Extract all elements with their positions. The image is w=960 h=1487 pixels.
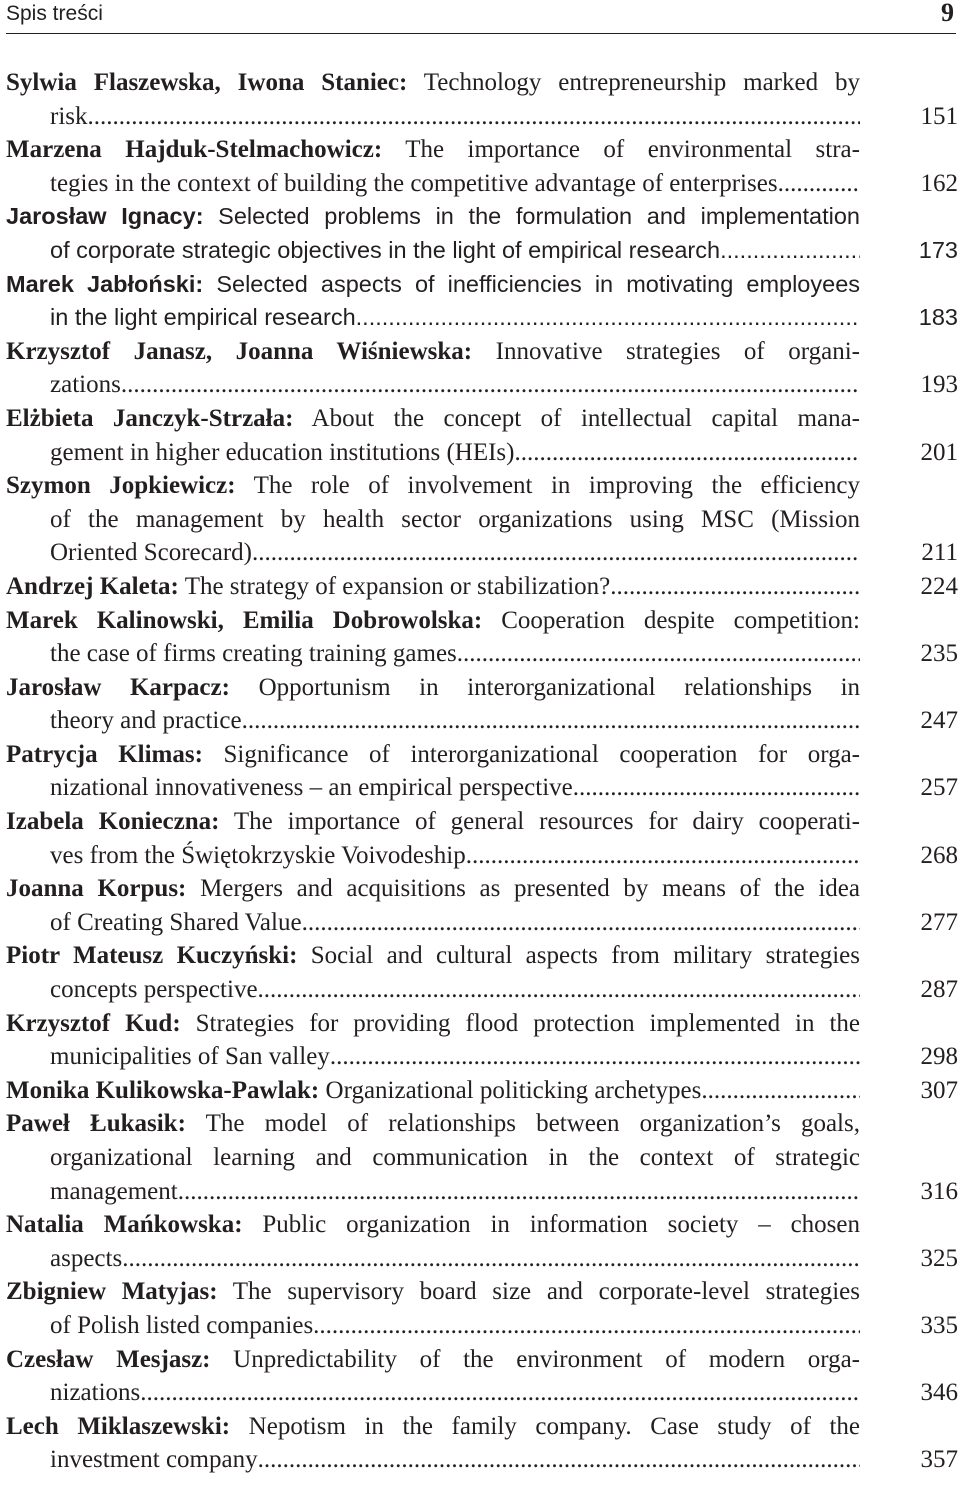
toc-entry-line — [6, 637, 860, 671]
toc-entry-line — [6, 1343, 860, 1377]
toc-page-number: 335 — [920, 1311, 958, 1339]
toc-author: Piotr Mateusz Kuczyński: — [6, 942, 298, 970]
toc-entry-line — [6, 368, 860, 402]
toc-entry-line — [6, 805, 860, 839]
toc-entry[interactable] — [6, 1410, 960, 1477]
toc-entry[interactable] — [6, 66, 960, 133]
toc-entry-line — [6, 100, 860, 134]
toc-title: management — [50, 1177, 178, 1205]
dot-leader — [720, 234, 860, 268]
toc-page-number: 257 — [920, 774, 958, 802]
toc-author: Patrycja Klimas: — [6, 740, 203, 768]
page-number: 9 — [941, 0, 954, 27]
page-header — [6, 0, 956, 34]
toc-author: Lech Miklaszewski: — [6, 1412, 231, 1440]
toc-entry[interactable] — [6, 1074, 960, 1108]
toc-entry-line — [6, 570, 860, 604]
toc-entry-line — [6, 738, 860, 772]
toc-title: The strategy of expansion or stabilization? — [184, 572, 611, 600]
toc-entry[interactable] — [6, 268, 960, 335]
running-head-title: Spis treści — [6, 2, 103, 25]
toc-entry[interactable] — [6, 1275, 960, 1342]
toc-entry-line — [6, 1040, 860, 1074]
toc-title: Strategies for providing flood protection implemented in the — [195, 1009, 860, 1037]
toc-author: Szymon Jopkiewicz: — [6, 472, 236, 500]
toc-title: aspects — [50, 1244, 123, 1272]
toc-title: The supervisory board size and corporate-level strategies — [232, 1278, 860, 1306]
toc-entry-text — [6, 570, 610, 604]
toc-entry-line — [6, 335, 860, 369]
toc-entry[interactable] — [6, 133, 960, 200]
toc-page-number: 162 — [920, 169, 958, 197]
toc-entry[interactable] — [6, 604, 960, 671]
toc-author: Jarosław Ignacy: — [6, 203, 204, 230]
dot-leader — [573, 771, 860, 805]
toc-page-number: 224 — [920, 572, 958, 600]
toc-entry[interactable] — [6, 738, 960, 805]
toc-title: of Creating Shared Value — [50, 908, 302, 936]
toc-entry-line — [6, 1141, 860, 1175]
toc-entry[interactable] — [6, 1007, 960, 1074]
dot-leader — [121, 368, 860, 402]
toc-page-number: 346 — [920, 1379, 958, 1407]
toc-page-number: 151 — [920, 102, 958, 130]
toc-title: theory and practice — [50, 707, 242, 735]
toc-title: The role of involvement in improving the efficiency — [253, 472, 860, 500]
toc-page-number: 325 — [920, 1244, 958, 1272]
toc-entry-line — [6, 872, 860, 906]
toc-title: Mergers and acquisitions as presented by means of the idea — [200, 875, 860, 903]
dot-leader — [356, 301, 860, 335]
dot-leader — [258, 973, 860, 1007]
toc-entry[interactable] — [6, 1208, 960, 1275]
dot-leader — [701, 1074, 860, 1108]
toc-page-number: 201 — [920, 438, 958, 466]
toc-title: in the light empirical research — [50, 304, 356, 331]
toc-page-number: 268 — [920, 841, 958, 869]
toc-entry-line — [6, 1309, 860, 1343]
toc-title: Unpredictability of the environment of modern orga- — [233, 1345, 860, 1373]
toc-entry[interactable] — [6, 872, 960, 939]
toc-entry-line — [6, 66, 860, 100]
toc-title: Selected problems in the formulation and implementation — [218, 203, 860, 230]
toc-entry-line — [6, 1208, 860, 1242]
toc-entry-line — [6, 536, 860, 570]
toc-title: nizational innovativeness – an empirical perspective — [50, 774, 573, 802]
toc-title: The importance of environmental stra- — [405, 136, 860, 164]
toc-author: Krzysztof Janasz, Joanna Wiśniewska: — [6, 337, 473, 365]
toc-title: Social and cultural aspects from military strategies — [310, 942, 860, 970]
toc-entry[interactable] — [6, 570, 960, 604]
toc-title: of Polish listed companies — [50, 1311, 314, 1339]
dot-leader — [610, 570, 860, 604]
toc-title: Innovative strategies of organi- — [495, 337, 860, 365]
dot-leader — [252, 536, 860, 570]
toc-entry-line — [6, 436, 860, 470]
dot-leader — [457, 637, 860, 671]
toc-title: nizations — [50, 1379, 141, 1407]
toc-entry-line — [6, 268, 860, 302]
toc-title: The model of relationships between organization’s goals, — [205, 1110, 860, 1138]
toc-entry-line — [6, 1443, 860, 1477]
toc-entry-line — [6, 1074, 860, 1108]
toc-title: About the concept of intellectual capital mana- — [311, 404, 860, 432]
toc-title: Selected aspects of inefficiencies in motivating employees — [216, 270, 860, 297]
toc-title: Oriented Scorecard) — [50, 539, 252, 567]
toc-page-number: 211 — [921, 539, 958, 567]
toc-author: Elżbieta Janczyk-Strzała: — [6, 404, 294, 432]
toc-author: Marek Jabłoński: — [6, 270, 204, 297]
toc-entry[interactable] — [6, 1107, 960, 1208]
toc-author: Izabela Konieczna: — [6, 808, 220, 836]
toc-entry-line — [6, 469, 860, 503]
toc-entry-line — [6, 1107, 860, 1141]
toc-page-number: 298 — [920, 1043, 958, 1071]
dot-leader — [88, 100, 861, 134]
toc-page-number: 357 — [920, 1446, 958, 1474]
toc-entry-line — [6, 671, 860, 705]
toc-page-number: 287 — [920, 976, 958, 1004]
toc-entry-line — [6, 503, 860, 537]
toc-title: investment company — [50, 1446, 258, 1474]
toc-author: Marek Kalinowski, Emilia Dobrowolska: — [6, 606, 483, 634]
toc-entry-line — [6, 1007, 860, 1041]
toc-author: Andrzej Kaleta: — [6, 572, 179, 600]
toc-entry[interactable] — [6, 1343, 960, 1410]
toc-page-number: 247 — [920, 707, 958, 735]
toc-entry-line — [6, 1410, 860, 1444]
toc-title: the case of firms creating training games — [50, 640, 457, 668]
dot-leader — [302, 906, 860, 940]
toc-entry-line — [6, 771, 860, 805]
toc-author: Jarosław Karpacz: — [6, 673, 230, 701]
toc-author: Natalia Mańkowska: — [6, 1211, 243, 1239]
toc-entry-line — [6, 402, 860, 436]
toc-title: gement in higher education institutions (HEIs) — [50, 438, 515, 466]
toc-title: of the management by health sector organizations using MSC (Mission — [50, 505, 860, 533]
toc-title: Public organization in information society – chosen — [262, 1211, 860, 1239]
toc-author: Marzena Hajduk-Stelmachowicz: — [6, 136, 383, 164]
toc-entry-line — [6, 939, 860, 973]
toc-entry-line — [6, 1376, 860, 1410]
dot-leader — [122, 1242, 860, 1276]
toc-entry[interactable] — [6, 939, 960, 1006]
toc-author: Czesław Mesjasz: — [6, 1345, 211, 1373]
toc-title: Significance of interorganizational cooperation for orga- — [223, 740, 860, 768]
dot-leader — [330, 1040, 860, 1074]
toc-entry-line — [6, 1275, 860, 1309]
toc-author: Monika Kulikowska-Pawlak: — [6, 1076, 320, 1104]
toc-entry[interactable] — [6, 469, 960, 570]
toc-entry-line — [6, 704, 860, 738]
toc-entry-line — [6, 906, 860, 940]
toc-entry-line — [6, 133, 860, 167]
toc-entry-line — [6, 234, 860, 268]
table-of-contents — [6, 66, 960, 1477]
toc-entry-text — [6, 1074, 701, 1108]
toc-title: Nepotism in the family company. Case study of the — [248, 1412, 860, 1440]
toc-author: Krzysztof Kud: — [6, 1009, 181, 1037]
toc-author: Paweł Łukasik: — [6, 1110, 186, 1138]
toc-entry-line — [6, 604, 860, 638]
toc-entry[interactable] — [6, 805, 960, 872]
toc-title: of corporate strategic objectives in the light of empirical research — [50, 236, 721, 263]
toc-title: tegies in the context of building the competitive advantage of enterprises — [50, 169, 778, 197]
toc-entry[interactable] — [6, 200, 960, 267]
dot-leader — [178, 1175, 860, 1209]
dot-leader — [466, 839, 860, 873]
toc-author: Zbigniew Matyjas: — [6, 1278, 218, 1306]
toc-entry-line — [6, 167, 860, 201]
toc-page-number: 183 — [918, 304, 958, 331]
toc-page-number: 173 — [918, 236, 958, 263]
dot-leader — [258, 1443, 860, 1477]
dot-leader — [778, 167, 860, 201]
dot-leader — [313, 1309, 860, 1343]
toc-entry[interactable] — [6, 335, 960, 402]
dot-leader — [140, 1376, 860, 1410]
toc-title: risk — [50, 102, 88, 130]
toc-entry-line — [6, 1242, 860, 1276]
toc-entry-line — [6, 301, 860, 335]
toc-page-number: 193 — [920, 371, 958, 399]
dot-leader — [515, 436, 861, 470]
toc-entry[interactable] — [6, 671, 960, 738]
toc-title: ves from the Świętokrzyskie Voivodeship — [50, 841, 466, 869]
toc-title: concepts perspective — [50, 976, 258, 1004]
toc-entry-line — [6, 839, 860, 873]
toc-title: Organizational politicking archetypes — [325, 1076, 702, 1104]
toc-title: Cooperation despite competition: — [501, 606, 860, 634]
toc-page-number: 316 — [920, 1177, 958, 1205]
toc-title: zations — [50, 371, 121, 399]
toc-entry-line — [6, 973, 860, 1007]
toc-page-number: 277 — [920, 908, 958, 936]
toc-title: municipalities of San valley — [50, 1043, 330, 1071]
toc-page-number: 307 — [920, 1076, 958, 1104]
toc-page-number: 235 — [920, 640, 958, 668]
toc-title: The importance of general resources for dairy cooperati- — [233, 808, 860, 836]
toc-entry-line — [6, 1175, 860, 1209]
toc-entry[interactable] — [6, 402, 960, 469]
toc-author: Joanna Korpus: — [6, 875, 187, 903]
dot-leader — [242, 704, 860, 738]
toc-title: organizational learning and communication in the context of strategic — [50, 1144, 860, 1171]
toc-title: Technology entrepreneurship marked by — [423, 69, 860, 96]
toc-title: Opportunism in interorganizational relationships in — [258, 673, 860, 701]
toc-entry-line — [6, 200, 860, 234]
toc-author: Sylwia Flaszewska, Iwona Staniec: — [6, 69, 408, 96]
